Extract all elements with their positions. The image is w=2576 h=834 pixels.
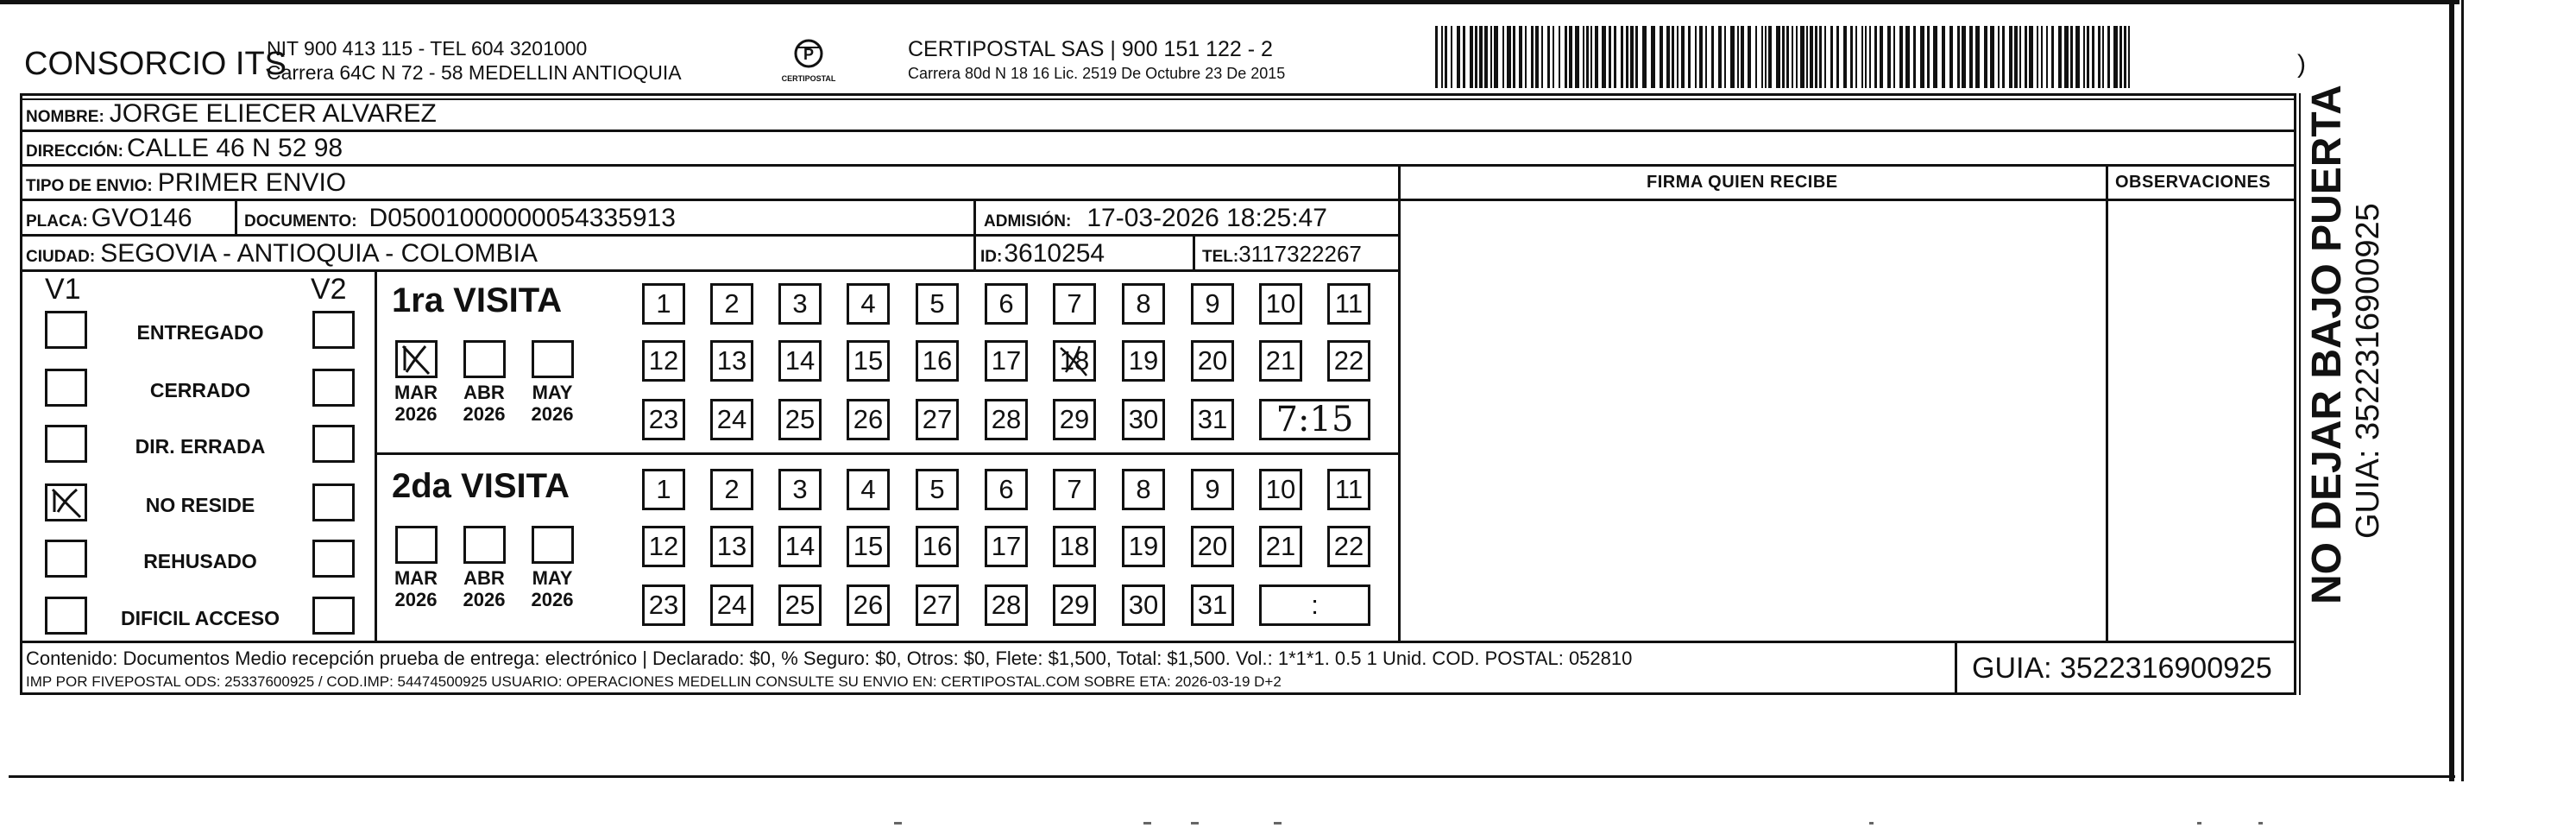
scan-speck [2258,822,2263,825]
status-option-label: ENTREGADO [136,321,264,344]
rule-address [20,164,2296,167]
v2-checkbox[interactable] [312,425,355,463]
day-box[interactable]: 11 [1327,283,1370,325]
carrier-line-1: CERTIPOSTAL SAS | 900 151 122 - 2 [908,37,1273,61]
day-box[interactable]: 10 [1259,283,1302,325]
barcode-bar [1724,26,1726,88]
day-box[interactable]: 16 [916,526,959,567]
month-label: ABR 2026 [463,567,506,611]
barcode-bar [1445,26,1447,88]
month-label: ABR 2026 [463,382,506,426]
barcode-bar [1565,26,1567,88]
type-row [26,170,346,196]
barcode-bar [1507,26,1511,88]
v2-checkbox[interactable] [312,540,355,578]
barcode-bar [1927,26,1930,88]
admission-row [984,205,1327,231]
barcode-bar [1595,26,1598,88]
side-guide: GUIA: 3522316900925 [2350,203,2386,539]
time-box[interactable]: : [1259,584,1370,626]
day-box[interactable]: 24 [710,399,753,440]
address-label: DIRECCIÓN: [26,142,123,161]
recipient-name: JORGE ELIECER ALVAREZ [109,99,437,128]
barcode-bar [1893,26,1895,88]
day-box[interactable]: 22 [1327,526,1370,567]
side-notice: NO DEJAR BAJO PUERTA [2304,85,2350,604]
right-border-outer [2449,0,2454,781]
barcode-bar [1810,26,1813,88]
day-box[interactable]: 25 [778,399,822,440]
rule-visits-split [375,452,1398,455]
certipostal-logo: P CERTIPOSTAL [781,36,836,88]
time-box[interactable]: 7:15 [1259,399,1370,440]
barcode-bar [1880,26,1883,88]
barcode [1435,26,2136,88]
day-box[interactable]: 17 [985,526,1028,567]
vrule-guide-footer [1955,641,1957,695]
barcode-bar [1666,26,1670,88]
barcode-bar [2070,26,2073,88]
bracket-mark: ) [2297,50,2306,79]
admission-label: ADMISIÓN: [984,212,1072,231]
barcode-bar [2124,26,2126,88]
vrule-status-visits [375,269,377,641]
barcode-bar [1642,26,1647,88]
barcode-bar [1531,26,1534,88]
barcode-bar [1815,26,1817,88]
day-box[interactable]: 10 [1259,469,1302,510]
barcode-bar [1630,26,1634,88]
day-box[interactable]: 18 [1053,526,1096,567]
barcode-bar [1475,26,1477,88]
day-box[interactable]: 13 [710,526,753,567]
barcode-bar [1843,26,1847,88]
scan-speck [1869,822,1874,825]
scan-speck [2197,822,2201,825]
company-name: CONSORCIO ITS [24,46,287,82]
barcode-bar [1819,26,1822,88]
barcode-bar [2041,26,2043,88]
day-box[interactable]: 6 [985,283,1028,325]
shipment-type: PRIMER ENVIO [157,168,347,197]
day-box[interactable]: 27 [916,584,959,626]
barcode-bar [2037,26,2038,88]
barcode-bar [1949,26,1953,88]
barcode-bar [1861,26,1863,88]
day-box[interactable]: 25 [778,584,822,626]
barcode-bar [1479,26,1483,88]
barcode-bar [1913,26,1916,88]
day-box[interactable]: 26 [847,584,890,626]
id-value: 3610254 [1004,239,1105,268]
day-box[interactable]: 26 [847,399,890,440]
visit-title: 1ra VISITA [392,281,563,319]
barcode-bar [1899,26,1903,88]
status-option-label: NO RESIDE [145,494,255,516]
barcode-bar [2113,26,2118,88]
barcode-bar [1435,26,1438,88]
status-option-label: DIFICIL ACCESO [120,607,280,629]
id-label: ID: [980,248,1003,266]
barcode-bar [1470,26,1473,88]
barcode-bar [1484,26,1488,88]
handwritten-x-mark [398,343,435,376]
barcode-bar [1525,26,1527,88]
barcode-bar [1998,26,2000,88]
rule-type [20,199,1398,201]
barcode-bar [1806,26,1808,88]
barcode-bar [1887,26,1891,88]
barcode-bar [1957,26,1960,88]
barcode-bar [2051,26,2054,88]
day-box[interactable]: 21 [1259,526,1302,567]
barcode-bar [1855,26,1857,88]
id-row [980,241,1105,267]
day-box[interactable]: 15 [847,340,890,382]
barcode-bar [2025,26,2027,88]
barcode-bar [1677,26,1678,88]
barcode-bar [1590,26,1592,88]
v2-checkbox[interactable] [312,311,355,349]
vrule-admission [973,199,976,269]
v2-checkbox[interactable] [312,369,355,407]
day-box[interactable]: 3 [778,469,822,510]
barcode-bar [2128,26,2130,88]
v1-checkbox[interactable] [45,540,87,578]
barcode-bar [2119,26,2122,88]
plate-value: GVO146 [91,204,192,232]
name-label: NOMBRE: [26,108,104,126]
v1-checkbox[interactable] [45,311,87,349]
barcode-bar [1761,26,1763,88]
v1-label: V1 [45,273,81,306]
v2-label: V2 [311,273,347,306]
day-box[interactable]: 2 [710,283,753,325]
barcode-bar [1494,26,1498,88]
barcode-bar [2046,26,2048,88]
barcode-bar [1695,26,1697,88]
recipient-address: CALLE 46 N 52 98 [126,134,343,162]
barcode-bar [1575,26,1579,88]
status-option-label: DIR. ERRADA [135,435,266,458]
day-box[interactable]: 4 [847,469,890,510]
tel-row [1202,243,1362,265]
barcode-bar [1490,26,1492,88]
barcode-bar [1699,26,1703,88]
barcode-bar [1800,26,1804,88]
barcode-bar [1865,26,1867,88]
barcode-bar [1602,26,1606,88]
day-box[interactable]: 13 [710,340,753,382]
barcode-bar [1541,26,1543,88]
barcode-bar [1730,26,1735,88]
tel-label: TEL: [1202,248,1239,266]
barcode-bar [1933,26,1937,88]
footer-contents: Contenido: Documentos Medio recepción prueba de entrega: electrónico | Declarado: $0, % Seguro: $0, Otros: $0, Flete: $1,500, Total: $1,500. Vol.: 1*1*1. 0.5 1 Unid. COD. POSTAL: 052810 [26,648,1633,669]
barcode-bar [1559,26,1560,88]
barcode-bar [2087,26,2089,88]
barcode-bar [1651,26,1655,88]
observations-column-header: OBSERVACIONES [2115,173,2271,192]
barcode-bar [2102,26,2104,88]
barcode-bar [1776,26,1780,88]
day-box[interactable]: 9 [1191,283,1234,325]
day-box[interactable]: 29 [1053,399,1096,440]
barcode-bar [1984,26,1987,88]
footer-guide-number: GUIA: 3522316900925 [1972,652,2272,685]
day-box[interactable]: 24 [710,584,753,626]
bottom-rule [9,775,2455,778]
type-label: TIPO DE ENVIO: [26,177,153,195]
barcode-bar [1782,26,1785,88]
month-checkbox[interactable] [395,340,438,378]
month-label: MAR 2026 [394,382,438,426]
barcode-bar [1824,26,1826,88]
barcode-bar [1583,26,1584,88]
rule-signature-header [1398,199,2296,201]
day-box[interactable]: 8 [1122,469,1165,510]
handwritten-x-mark [47,486,85,519]
v1-checkbox[interactable] [45,597,87,635]
barcode-bar [2029,26,2033,88]
day-box[interactable]: 23 [642,584,685,626]
scan-speck [1274,822,1282,825]
barcode-bar [1609,26,1611,88]
barcode-bar [1755,26,1757,88]
form-right-double [2299,93,2301,695]
city-row [26,241,538,267]
address-row [26,136,343,161]
rule-name [20,130,2296,132]
barcode-bar [1796,26,1798,88]
top-border [0,0,2459,4]
day-box[interactable]: 29 [1053,584,1096,626]
barcode-bar [2014,26,2018,88]
v2-checkbox[interactable] [312,597,355,635]
day-box[interactable]: 15 [847,526,890,567]
vrule-plate-doc [235,199,237,234]
barcode-bar [1672,26,1674,88]
barcode-bar [1660,26,1663,88]
month-checkbox[interactable] [463,340,506,378]
barcode-bar [1874,26,1877,88]
barcode-bar [1553,26,1554,88]
day-box[interactable]: 23 [642,399,685,440]
barcode-bar [2064,26,2069,88]
day-box[interactable]: 19 [1122,340,1165,382]
day-box[interactable]: 5 [916,469,959,510]
barcode-bar [1614,26,1616,88]
barcode-bar [1975,26,1980,88]
month-checkbox[interactable] [532,340,574,378]
day-box[interactable]: 11 [1327,469,1370,510]
right-border-inner [2461,0,2464,781]
barcode-bar [1711,26,1714,88]
barcode-bar [1718,26,1722,88]
barcode-bar [2083,26,2085,88]
barcode-bar [1451,26,1452,88]
admission-value: 17-03-2026 18:25:47 [1086,204,1327,232]
city-label: CIUDAD: [26,248,96,266]
document-label: DOCUMENTO: [244,212,357,231]
carrier-line-2: Carrera 80d N 18 16 Lic. 2519 De Octubre 23 De 2015 [908,65,1286,82]
month-label: MAY 2026 [531,382,574,426]
day-box[interactable]: 31 [1191,584,1234,626]
barcode-bar [2058,26,2062,88]
scan-speck [894,822,902,825]
handwritten-mark [1055,343,1093,379]
plate-row [26,205,192,231]
barcode-bar [1457,26,1460,88]
day-box[interactable]: 30 [1122,584,1165,626]
rule-plate [20,234,1398,237]
barcode-bar [1535,26,1539,88]
barcode-bar [1621,26,1623,88]
day-box[interactable]: 12 [642,340,685,382]
day-box[interactable]: 3 [778,283,822,325]
v1-checkbox[interactable] [45,483,87,521]
visit-title: 2da VISITA [392,467,570,505]
barcode-bar [1748,26,1751,88]
day-box[interactable]: 14 [778,526,822,567]
day-box[interactable]: 7 [1053,469,1096,510]
barcode-bar [2002,26,2005,88]
barcode-bar [2075,26,2080,88]
signature-column-header: FIRMA QUIEN RECIBE [1647,173,1838,192]
barcode-bar [1741,26,1744,88]
day-box[interactable]: 28 [985,584,1028,626]
barcode-bar [1830,26,1833,88]
day-box[interactable]: 19 [1122,526,1165,567]
barcode-bar [1905,26,1910,88]
month-label: MAY 2026 [531,567,574,611]
day-box[interactable]: 12 [642,526,685,567]
vrule-signature-left [1398,164,1401,641]
barcode-bar [1569,26,1572,88]
company-line-1: NIT 900 413 115 - TEL 604 3201000 [267,37,588,60]
day-box[interactable]: 6 [985,469,1028,510]
barcode-bar [1547,26,1550,88]
barcode-bar [1586,26,1589,88]
day-box[interactable]: 16 [916,340,959,382]
svg-text:P: P [803,46,815,63]
barcode-bar [1942,26,1945,88]
day-box[interactable]: 8 [1122,283,1165,325]
day-box[interactable]: 18 [1053,340,1096,382]
barcode-bar [1765,26,1767,88]
barcode-bar [1737,26,1739,88]
barcode-bar [1850,26,1853,88]
barcode-bar [1768,26,1772,88]
v2-checkbox[interactable] [312,483,355,521]
day-box[interactable]: 27 [916,399,959,440]
plate-label: PLACA: [26,212,88,231]
month-checkbox[interactable] [532,526,574,564]
status-option-label: CERRADO [149,379,251,401]
barcode-bar [1969,26,1973,88]
name-row [26,101,437,127]
day-box[interactable]: 22 [1327,340,1370,382]
document-row [244,205,676,231]
barcode-bar [1962,26,1966,88]
day-box[interactable]: 7 [1053,283,1096,325]
city-value: SEGOVIA - ANTIOQUIA - COLOMBIA [100,239,538,268]
barcode-bar [1502,26,1504,88]
barcode-bar [1786,26,1789,88]
barcode-bar [2107,26,2110,88]
day-box[interactable]: 2 [710,469,753,510]
day-box[interactable]: 20 [1191,526,1234,567]
status-option-label: REHUSADO [143,550,257,572]
barcode-bar [1463,26,1465,88]
month-checkbox[interactable] [463,526,506,564]
barcode-bar [1635,26,1638,88]
footer-imp: IMP POR FIVEPOSTAL ODS: 25337600925 / COD.IMP: 54474500925 USUARIO: OPERACIONES MEDELLIN CONSULTE SU ENVIO EN: CERTIPOSTAL.COM SOBRE ETA: 2026-03-19 D+2 [26,673,1282,690]
v1-checkbox[interactable] [45,425,87,463]
day-box[interactable]: 31 [1191,399,1234,440]
barcode-bar [2009,26,2012,88]
document-value: D05001000000054335913 [368,204,676,232]
day-box[interactable]: 9 [1191,469,1234,510]
barcode-bar [1990,26,1994,88]
vrule-signature-right [2106,164,2108,641]
scan-speck [1191,822,1199,825]
barcode-bar [1792,26,1793,88]
barcode-bar [1626,26,1628,88]
day-box[interactable]: 21 [1259,340,1302,382]
company-line-2: Carrera 64C N 72 - 58 MEDELLIN ANTIOQUIA [267,61,682,84]
barcode-bar [1513,26,1515,88]
day-box[interactable]: 30 [1122,399,1165,440]
rule-city [20,269,1398,272]
barcode-bar [2019,26,2021,88]
barcode-bar [2098,26,2100,88]
day-box[interactable]: 28 [985,399,1028,440]
month-label: MAR 2026 [394,567,438,611]
barcode-bar [2092,26,2094,88]
barcode-bar [1869,26,1871,88]
month-checkbox[interactable] [395,526,438,564]
vrule-tel [1193,234,1195,269]
day-box[interactable]: 14 [778,340,822,382]
v1-checkbox[interactable] [45,369,87,407]
day-box[interactable]: 5 [916,283,959,325]
day-box[interactable]: 1 [642,469,685,510]
day-box[interactable]: 20 [1191,340,1234,382]
barcode-bar [1705,26,1707,88]
day-box[interactable]: 17 [985,340,1028,382]
barcode-bar [1920,26,1924,88]
day-box[interactable]: 1 [642,283,685,325]
day-box[interactable]: 4 [847,283,890,325]
scan-speck [1143,822,1151,825]
tel-value: 3117322267 [1238,241,1362,267]
barcode-bar [1441,26,1443,88]
barcode-bar [1836,26,1839,88]
barcode-bar [1519,26,1522,88]
barcode-bar [1681,26,1685,88]
barcode-bar [1688,26,1691,88]
